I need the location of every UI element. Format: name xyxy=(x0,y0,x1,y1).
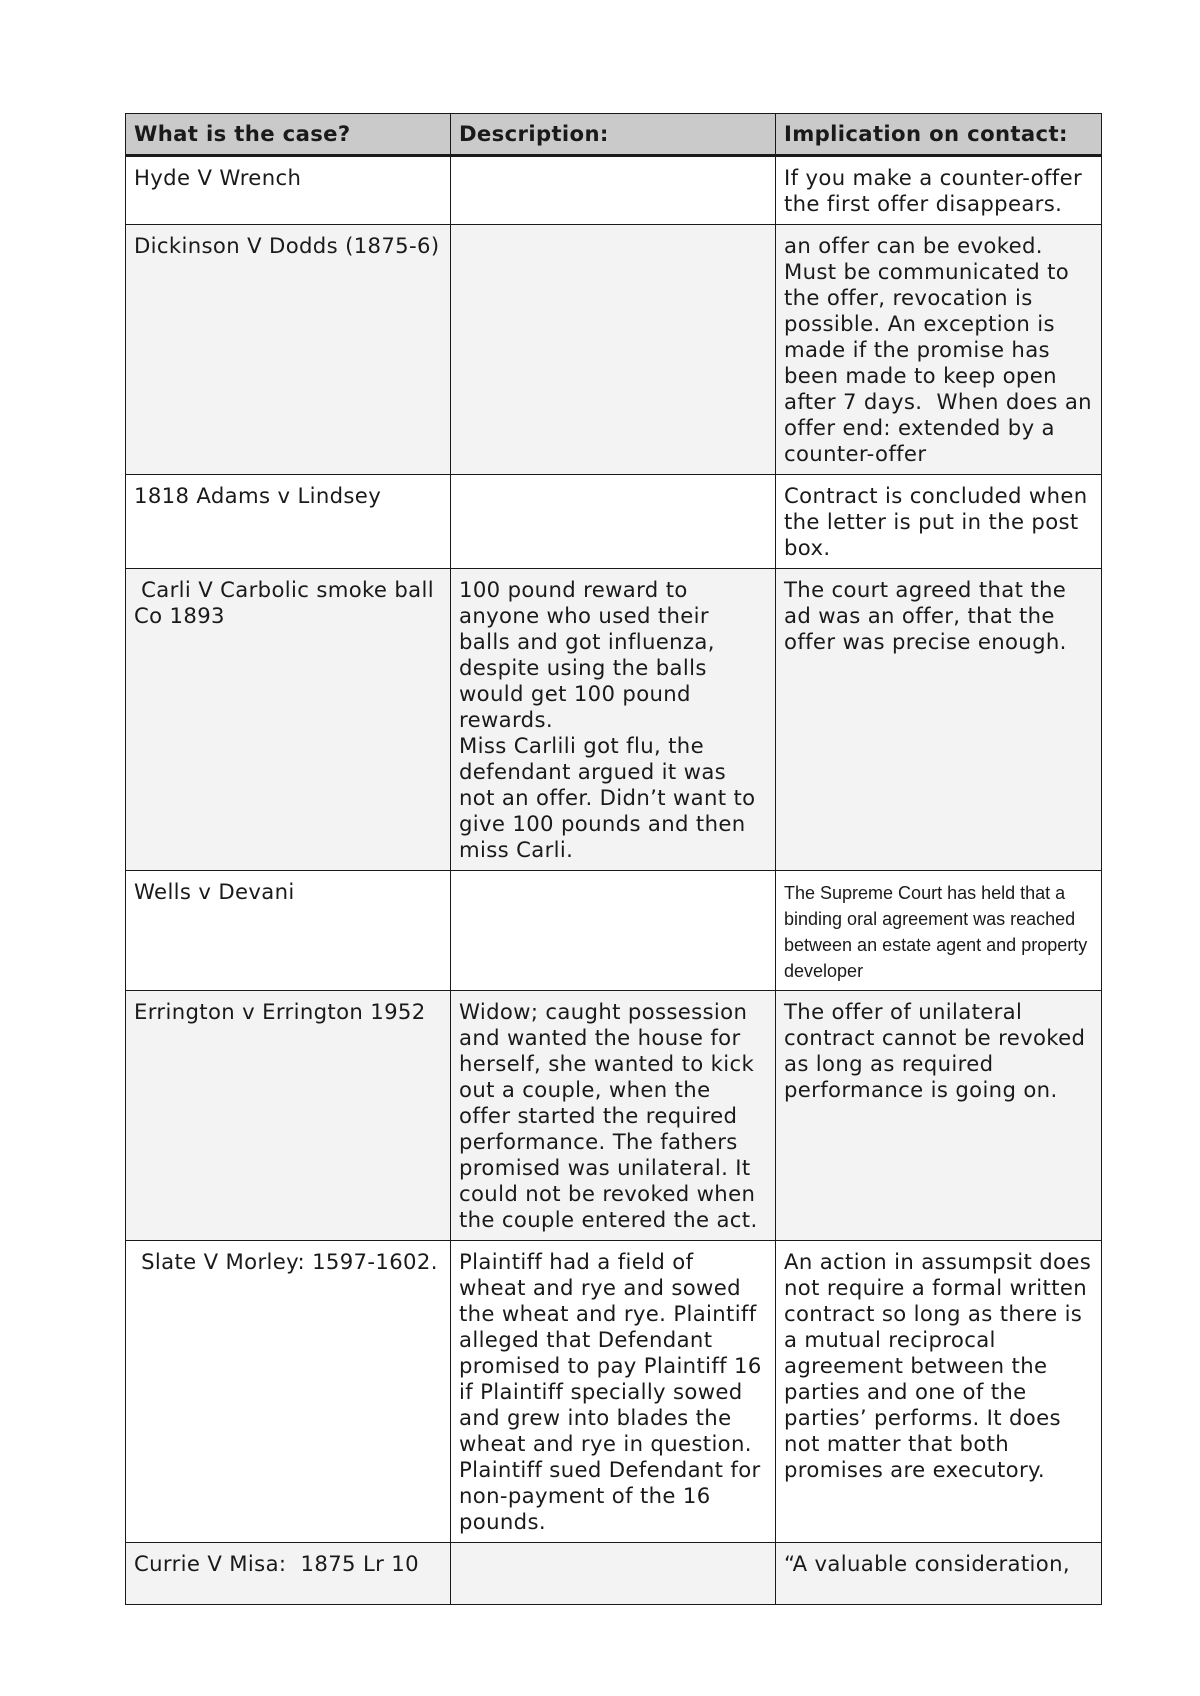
implication-text: If you make a counter-offer the first offer disappears. xyxy=(784,165,1090,216)
description-text: Plaintiff had a field of wheat and rye and sowed the wheat and rye. Plaintiff alleged that Defendant promised to pay Plaintiff 16 if Plaintiff specially sowed and grew into blades the wheat and rye in question. Plaintiff sued Defendant for non-payment of the 16 pounds. xyxy=(459,1249,769,1534)
description-cell xyxy=(451,871,776,991)
implication-cell xyxy=(776,1543,1102,1605)
description-cell xyxy=(451,156,776,225)
case-name-cell xyxy=(126,871,451,991)
description-text: 100 pound reward to anyone who used their balls and got influenza, despite using the balls would get 100 pound rewards. Miss Carlili got flu, the defendant argued it was not an offer. Didn’t want to give 100 pounds and then miss Carli. xyxy=(459,577,756,862)
case-name: Wells v Devani xyxy=(134,879,295,904)
case-name-cell xyxy=(126,225,451,475)
implication-text: The court agreed that the ad was an offer, that the offer was precise enough. xyxy=(784,577,1074,654)
table-row xyxy=(126,991,1102,1241)
implication-cell xyxy=(776,225,1102,475)
implication-text: An action in assumpsit does not require a formal written contract so long as there is a mutual reciprocal agreement between the parties and one of the parties’ performs. It does not matter that both promises are executory. xyxy=(784,1249,1099,1482)
table-header xyxy=(126,114,1102,156)
description-cell xyxy=(451,475,776,569)
header-row xyxy=(126,114,1102,156)
case-name-cell xyxy=(126,569,451,871)
implication-text: The offer of unilateral contract cannot be revoked as long as required performance is going on. xyxy=(784,999,1093,1102)
table-row xyxy=(126,1241,1102,1543)
case-name: Slate V Morley: 1597-1602. xyxy=(134,1249,438,1274)
table-row xyxy=(126,1543,1102,1605)
table-row xyxy=(126,871,1102,991)
description-cell xyxy=(451,225,776,475)
header-case: What is the case? xyxy=(126,114,451,156)
case-name-cell xyxy=(126,1543,451,1605)
description-text: Widow; caught possession and wanted the house for herself, she wanted to kick out a couple, when the offer started the required performance. The fathers promised was unilateral. It could not be revoked when the couple entered the act. xyxy=(459,999,763,1232)
implication-cell xyxy=(776,1241,1102,1543)
implication-cell xyxy=(776,871,1102,991)
implication-cell xyxy=(776,991,1102,1241)
description-cell xyxy=(451,569,776,871)
table-body xyxy=(126,156,1102,1605)
case-name-cell xyxy=(126,156,451,225)
case-name: Hyde V Wrench xyxy=(134,165,302,190)
implication-text: The Supreme Court has held that a binding oral agreement was reached between an estate agent and property developer xyxy=(784,883,1093,981)
table-row xyxy=(126,569,1102,871)
case-name-cell xyxy=(126,1241,451,1543)
description-cell xyxy=(451,1543,776,1605)
implication-text: “A valuable consideration, xyxy=(784,1551,1070,1576)
case-name: Dickinson V Dodds (1875-6) xyxy=(134,233,440,258)
case-name-cell xyxy=(126,475,451,569)
table-row xyxy=(126,475,1102,569)
implication-cell xyxy=(776,156,1102,225)
implication-text: Contract is concluded when the letter is put in the post box. xyxy=(784,483,1095,560)
case-name: 1818 Adams v Lindsey xyxy=(134,483,382,508)
table-row xyxy=(126,156,1102,225)
description-cell xyxy=(451,1241,776,1543)
case-table xyxy=(125,113,1102,1605)
description-cell xyxy=(451,991,776,1241)
implication-cell xyxy=(776,569,1102,871)
header-implication: Implication on contact: xyxy=(776,114,1102,156)
case-name: Carli V Carbolic smoke ball Co 1893 xyxy=(134,577,442,628)
table-row xyxy=(126,225,1102,475)
case-name-cell xyxy=(126,991,451,1241)
header-description: Description: xyxy=(451,114,776,156)
case-name: Errington v Errington 1952 xyxy=(134,999,426,1024)
implication-cell xyxy=(776,475,1102,569)
case-name: Currie V Misa: 1875 Lr 10 xyxy=(134,1551,419,1576)
implication-text: an offer can be evoked. Must be communicated to the offer, revocation is possible. An exception is made if the promise has been made to keep open after 7 days. When does an offer end: extended by a counter-offer xyxy=(784,233,1100,466)
